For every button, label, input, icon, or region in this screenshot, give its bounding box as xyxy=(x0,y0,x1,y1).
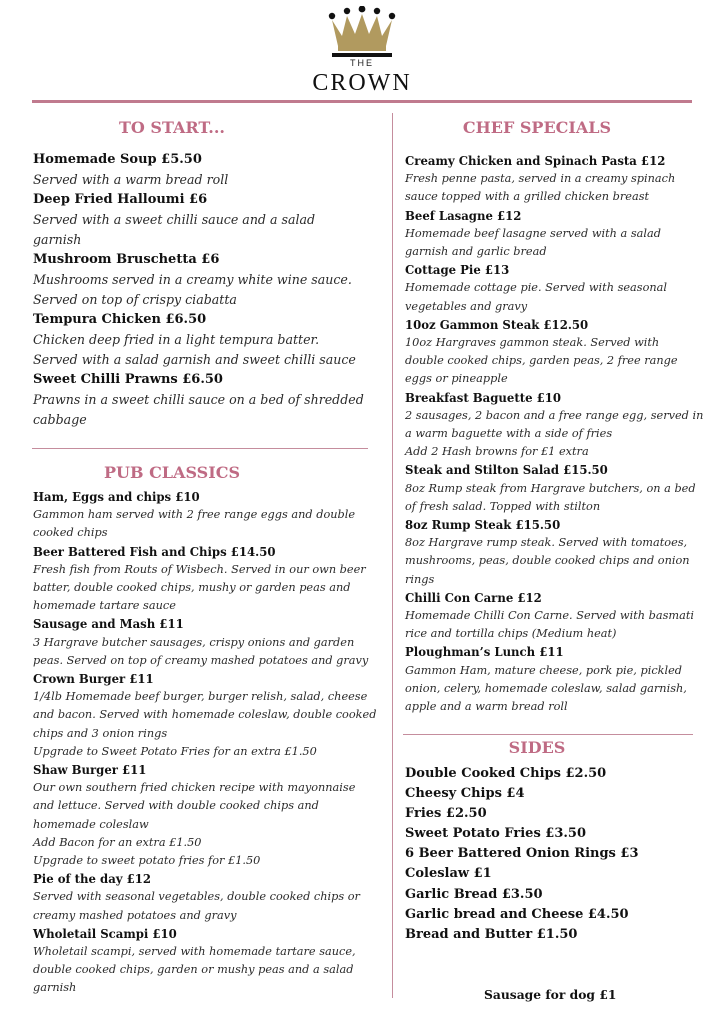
menu-item xyxy=(33,761,389,870)
menu-item xyxy=(405,885,705,905)
menu-item-description: creamy mashed potatoes and gravy xyxy=(33,908,237,922)
menu-item-description: Served with a sweet chilli sauce and a salad xyxy=(33,212,316,227)
menu-item xyxy=(33,543,389,616)
menu-item-description: homemade coleslaw xyxy=(33,817,149,831)
menu-item-description: 8oz Hargrave rump steak. Served with tomatoes, xyxy=(405,536,688,550)
menu-item-title: Cheesy Chips £4 xyxy=(405,786,525,802)
menu-item-description: double cooked chips, garden or mushy peas and a salad xyxy=(33,963,354,977)
menu-item xyxy=(405,589,717,644)
menu-item-description: Add 2 Hash browns for £1 extra xyxy=(405,445,589,459)
dog-sausage: Sausage for dog £1 xyxy=(484,987,617,1002)
menu-item-description: peas. Served on top of creamy mashed potatoes and gravy xyxy=(33,653,369,667)
menu-item-description: garnish xyxy=(33,981,77,995)
menu-item xyxy=(405,824,705,844)
menu-item xyxy=(405,207,717,262)
menu-item xyxy=(33,488,389,543)
menu-item-description: rings xyxy=(405,572,435,586)
menu-item-description: Homemade Chilli Con Carne. Served with basmati xyxy=(405,609,694,623)
logo-the: THE xyxy=(350,58,374,68)
menu-item-description: batter, double cooked chips, mushy or garden peas and xyxy=(33,581,351,595)
menu-item-description: garnish and garlic bread xyxy=(405,245,547,259)
menu-item xyxy=(33,870,389,925)
menu-item-title: Deep Fried Halloumi £6 xyxy=(33,192,208,207)
menu-item xyxy=(33,670,389,761)
menu-item-description: 10oz Hargraves gammon steak. Served with xyxy=(405,336,660,350)
menu-item-title: Crown Burger £11 xyxy=(33,672,154,687)
menu-item-description: Homemade beef lasagne served with a salad xyxy=(405,226,661,240)
menu-item-description: Our own southern fried chicken recipe with mayonnaise xyxy=(33,781,356,795)
menu-item xyxy=(405,864,705,884)
menu-item-title: Creamy Chicken and Spinach Pasta £12 xyxy=(405,154,666,168)
menu-item-title: Garlic bread and Cheese £4.50 xyxy=(405,906,629,922)
menu-item xyxy=(405,261,717,316)
sides-list xyxy=(405,764,705,945)
menu-item-description: eggs or pineapple xyxy=(405,372,508,386)
menu-item xyxy=(405,905,705,925)
starters-heading: TO START... xyxy=(119,118,225,137)
sides-heading: SIDES xyxy=(508,738,566,757)
menu-item-description: mushrooms, peas, double cooked chips and onion xyxy=(405,554,690,568)
menu-item-title: Bread and Butter £1.50 xyxy=(405,926,578,942)
menu-item-description: homemade tartare sauce xyxy=(33,599,176,613)
menu-item-title: Beer Battered Fish and Chips £14.50 xyxy=(33,544,276,559)
menu-item xyxy=(405,516,717,589)
menu-item-title: Cottage Pie £13 xyxy=(405,263,510,278)
menu-item-description: apple and a warm bread roll xyxy=(405,700,568,714)
chef-specials-heading: CHEF SPECIALS xyxy=(462,118,612,137)
menu-item-description: Chicken deep fried in a light tempura batter. xyxy=(33,332,320,347)
menu-item-title: Beef Lasagne £12 xyxy=(405,208,522,223)
menu-item-description: Fresh fish from Routs of Wisbech. Served in our own beer xyxy=(33,562,366,576)
menu-item-title: Mushroom Bruschetta £6 xyxy=(33,252,220,267)
menu-item xyxy=(405,389,717,462)
pub-classics-list xyxy=(33,488,389,998)
menu-item-title: Chilli Con Carne £12 xyxy=(405,590,542,605)
starters-divider xyxy=(32,448,368,449)
menu-item-description: Served with a salad garnish and sweet chilli sauce xyxy=(33,352,356,367)
menu-item-description: Prawns in a sweet chilli sauce on a bed of shredded xyxy=(33,392,364,407)
menu-item-description: double cooked chips, garden peas, 2 free range xyxy=(405,354,678,368)
menu-item-title: Pie of the day £12 xyxy=(33,872,152,887)
menu-item-title: Wholetail Scampi £10 xyxy=(33,926,177,941)
pub-classics-heading: PUB CLASSICS xyxy=(103,463,240,482)
menu-item xyxy=(33,310,388,370)
menu-item-description: Served with seasonal vegetables, double cooked chips or xyxy=(33,890,360,904)
menu-item-description: 3 Hargrave butcher sausages, crispy onions and garden xyxy=(33,635,355,649)
menu-item-description: onion, celery, homemade coleslaw, salad garnish, xyxy=(405,681,687,695)
menu-item-title: 6 Beer Battered Onion Rings £3 xyxy=(405,846,639,862)
menu-item xyxy=(405,784,705,804)
menu-item xyxy=(405,925,705,945)
menu-item-description: Upgrade to Sweet Potato Fries for an extra £1.50 xyxy=(33,744,317,758)
menu-item-description: 1/4lb Homemade beef burger, burger relish, salad, cheese xyxy=(33,690,368,704)
menu-item-description: Served on top of crispy ciabatta xyxy=(33,292,237,307)
menu-item xyxy=(33,190,388,250)
menu-item-title: Ham, Eggs and chips £10 xyxy=(33,490,200,504)
menu-item-description: cabbage xyxy=(33,412,87,427)
menu-item-title: Garlic Bread £3.50 xyxy=(405,886,543,902)
menu-item-title: Sausage and Mash £11 xyxy=(33,617,184,632)
menu-item-description: vegetables and gravy xyxy=(405,299,528,313)
menu-item-description: a warm baguette with a side of fries xyxy=(405,427,613,441)
menu-item-description: Served with a warm bread roll xyxy=(33,172,229,187)
menu-item-description: and bacon. Served with homemade coleslaw, double cooked xyxy=(33,708,377,722)
menu-item-description: Mushrooms served in a creamy white wine sauce. xyxy=(33,272,352,287)
menu-item-description: Gammon Ham, mature cheese, pork pie, pickled xyxy=(405,663,683,677)
menu-item-description: Wholetail scampi, served with homemade tartare sauce, xyxy=(33,945,356,959)
menu-item-title: Breakfast Baguette £10 xyxy=(405,390,562,405)
menu-item-title: Sweet Chilli Prawns £6.50 xyxy=(33,372,223,387)
menu-item-description: of fresh salad. Topped with stilton xyxy=(405,499,601,513)
menu-item xyxy=(405,152,717,207)
menu-item-description: rice and tortilla chips (Medium heat) xyxy=(405,627,617,641)
menu-item xyxy=(33,615,389,670)
menu-item-description: chips and 3 onion rings xyxy=(33,726,168,740)
top-divider xyxy=(32,100,692,103)
menu-item xyxy=(405,764,705,784)
menu-item-description: 8oz Rump steak from Hargrave butchers, on a bed xyxy=(405,481,696,495)
menu-item xyxy=(33,150,388,190)
menu-item xyxy=(405,316,717,389)
column-divider xyxy=(392,113,393,998)
menu-item-title: Steak and Stilton Salad £15.50 xyxy=(405,463,608,478)
menu-item-description: sauce topped with a grilled chicken breast xyxy=(405,190,650,204)
chef-divider xyxy=(403,734,693,735)
menu-item xyxy=(405,643,717,716)
menu-item-title: Sweet Potato Fries £3.50 xyxy=(405,826,586,842)
menu-item-title: Homemade Soup £5.50 xyxy=(33,152,202,167)
starters-list xyxy=(33,150,388,430)
menu-item-title: 8oz Rump Steak £15.50 xyxy=(405,518,561,533)
menu-item-title: 10oz Gammon Steak £12.50 xyxy=(405,317,589,332)
menu-item-title: Tempura Chicken £6.50 xyxy=(33,312,207,327)
menu-item-title: Shaw Burger £11 xyxy=(33,763,147,778)
menu-item-description: and lettuce. Served with double cooked chips and xyxy=(33,799,319,813)
logo-crown-text: CROWN xyxy=(312,70,412,96)
menu-item xyxy=(33,250,388,310)
menu-item-title: Double Cooked Chips £2.50 xyxy=(405,766,607,781)
menu-item xyxy=(405,844,705,864)
menu-item xyxy=(405,461,717,516)
menu-item-title: Coleslaw £1 xyxy=(405,866,492,882)
menu-item-description: Gammon ham served with 2 free range eggs and double xyxy=(33,508,356,522)
menu-item-description: Add Bacon for an extra £1.50 xyxy=(33,835,202,849)
chef-specials-list xyxy=(405,152,717,716)
menu-item-description: Upgrade to sweet potato fries for £1.50 xyxy=(33,854,261,868)
menu-item xyxy=(405,804,705,824)
menu-item-description: garnish xyxy=(33,232,82,247)
menu-item-title: Ploughman’s Lunch £11 xyxy=(405,645,564,660)
menu-item-title: Fries £2.50 xyxy=(405,806,487,822)
menu-item xyxy=(33,370,388,430)
menu-item-description: Homemade cottage pie. Served with seasonal xyxy=(405,281,668,295)
menu-item-description: cooked chips xyxy=(33,526,108,540)
crown-icon xyxy=(326,6,398,62)
menu-item-description: 2 sausages, 2 bacon and a free range egg, served in xyxy=(405,408,704,422)
menu-item xyxy=(33,925,389,998)
menu-item-description: Fresh penne pasta, served in a creamy spinach xyxy=(405,172,676,186)
